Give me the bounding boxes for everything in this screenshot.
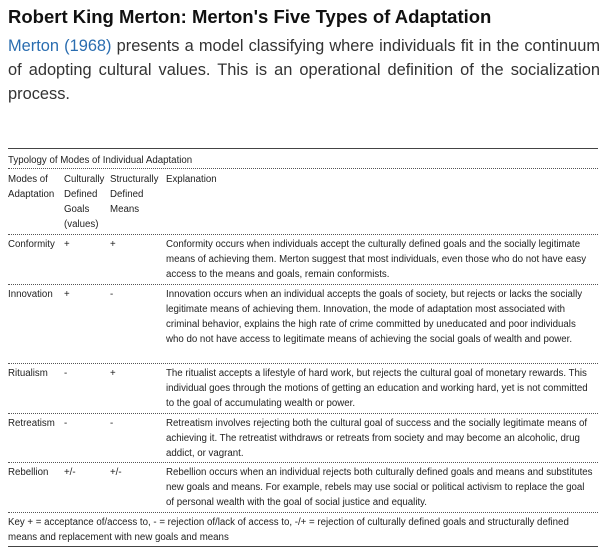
row-mode: Conformity [8, 239, 55, 250]
row-divider [8, 234, 598, 235]
row-goals: - [64, 368, 68, 379]
table-key: Key + = acceptance of/access to, - = rejection of/lack of access to, -/+ = rejection of culturally defined goals and structurally defined means and replacement with new goals and means [8, 517, 569, 543]
row-explanation: Conformity occurs when individuals accept the culturally defined goals and the socially legitimate means of achieving them. Merton suggest that most individuals, even those who do not have easy access to the means and goals, remain conformists. [166, 239, 587, 280]
row-goals: +/- [64, 467, 76, 478]
row-divider [8, 512, 598, 513]
row-explanation: Innovation occurs when an individual accepts the goals of society, but rejects or lacks the socially legitimate means of achieving them. Innovation, the mode of adaptation most associated with criminal behavior, explains the high rate of crime committed by uneducated and poor individuals who do not have access to legitimate means of achieving the social goals of wealth and power. [166, 289, 583, 345]
intro-paragraph [8, 34, 600, 106]
row-divider [8, 363, 598, 364]
row-mode: Ritualism [8, 368, 48, 379]
header-means: Structurally Defined Means [110, 174, 159, 215]
header-explanation: Explanation [166, 174, 217, 185]
row-divider [8, 413, 598, 414]
row-explanation: The ritualist accepts a lifestyle of hard work, but rejects the cultural goal of monetary rewards. This individual goes through the motions of getting an education and working hard, yet is not committed to the goal of accumulating wealth or power. [166, 368, 588, 409]
row-means: - [110, 289, 114, 300]
header-goals: Culturally Defined Goals (values) [64, 174, 105, 230]
row-means: +/- [110, 467, 122, 478]
intro-text: presents a model classifying where individuals fit in the continuum of adopting cultural values. This is an operational definition of the socialization process. [8, 37, 600, 103]
row-goals: + [64, 239, 70, 250]
row-divider [8, 284, 598, 285]
row-mode: Rebellion [8, 467, 49, 478]
row-means: - [110, 418, 114, 429]
row-divider [8, 462, 598, 463]
row-goals: - [64, 418, 68, 429]
row-mode: Innovation [8, 289, 53, 300]
merton-1968-link[interactable]: Merton (1968) [8, 37, 112, 55]
row-explanation: Retreatism involves rejecting both the cultural goal of success and the socially legitimate means of achieving it. The retreatist withdraws or retreats from society and may become an alcoholic, drug addict, or vagrant. [166, 418, 588, 459]
table-caption: Typology of Modes of Individual Adaptation [8, 155, 193, 166]
row-means: + [110, 239, 116, 250]
page-title: Robert King Merton: Merton's Five Types of Adaptation [8, 6, 492, 27]
table-bottom-rule [8, 546, 598, 547]
row-goals: + [64, 289, 70, 300]
row-divider [8, 168, 598, 169]
table-top-rule [8, 148, 598, 149]
header-modes: Modes of Adaptation [8, 174, 55, 200]
row-explanation: Rebellion occurs when an individual rejects both culturally defined goals and means and substitutes new goals and means. For example, rebels may use social or political activism to replace the goal of personal wealth with the goal of social justice and equality. [166, 467, 593, 508]
row-mode: Retreatism [8, 418, 55, 429]
row-means: + [110, 368, 116, 379]
